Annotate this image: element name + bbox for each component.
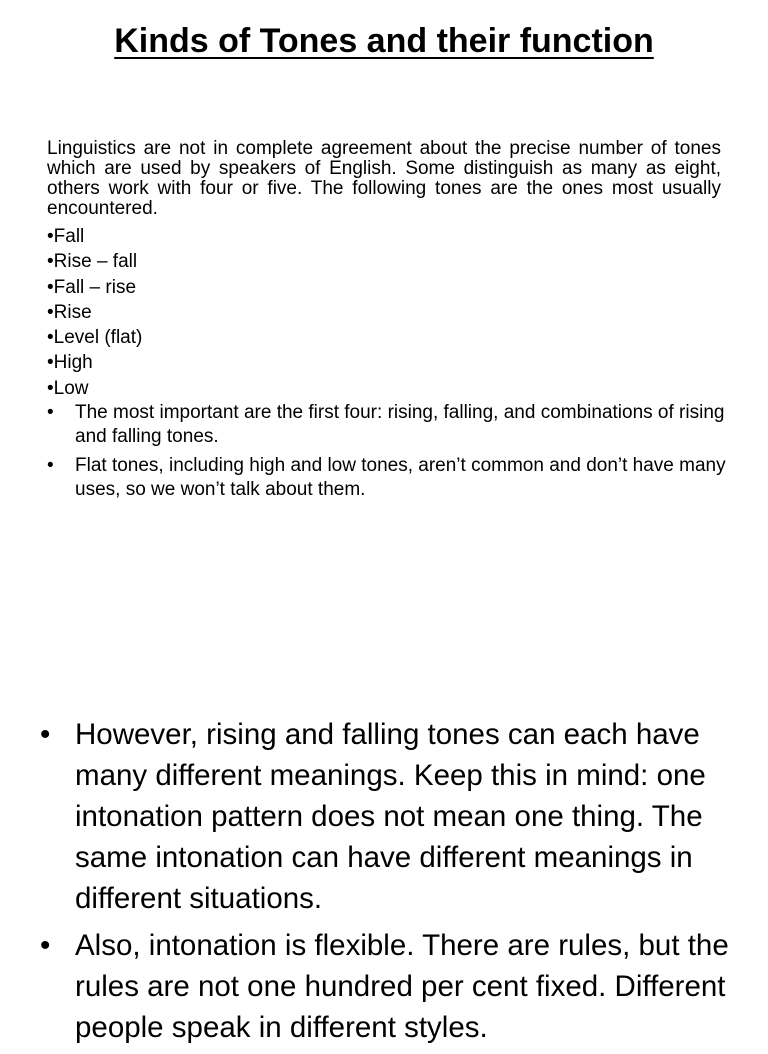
bullet-icon: •: [40, 929, 51, 962]
point-text: However, rising and falling tones can each have many different meanings. Keep this in mind: one intonation pattern does not mean one thing. The same intonation can have different meanings in different situations.: [75, 718, 706, 915]
page-title: Kinds of Tones and their function: [114, 22, 654, 60]
note-text: The most important are the first four: rising, falling, and combinations of rising and falling tones.: [75, 402, 725, 447]
tone-item-level: •Level (flat): [47, 327, 143, 349]
bullet-icon: •: [47, 455, 54, 476]
point-text: Also, intonation is flexible. There are rules, but the rules are not one hundred per cent fixed. Different people speak in different styles.: [75, 929, 729, 1044]
tone-item-rise-fall: •Rise – fall: [47, 251, 138, 273]
intro-paragraph: Linguistics are not in complete agreement about the precise number of tones which are used by speakers of English. Some distinguish as many as eight, others work with four or five. The following tones are the ones most usually encountered.: [47, 138, 721, 219]
tone-item-rise: •Rise: [47, 301, 92, 323]
tone-list: [47, 224, 142, 401]
tone-item-fall-rise: •Fall – rise: [47, 276, 137, 298]
tone-item-low: •Low: [47, 377, 89, 399]
note-text: Flat tones, including high and low tones, aren’t common and don’t have many uses, so we won’t talk about them.: [75, 455, 726, 500]
note-item: [47, 401, 727, 449]
tone-item-high: •High: [47, 352, 93, 374]
tone-item-fall: •Fall: [47, 226, 85, 247]
point-item: [40, 925, 740, 1048]
point-item: [40, 714, 740, 919]
point-list: [40, 714, 740, 1054]
note-list: [47, 401, 727, 507]
bullet-icon: •: [47, 402, 54, 423]
note-item: [47, 454, 727, 502]
bullet-icon: •: [40, 718, 51, 751]
